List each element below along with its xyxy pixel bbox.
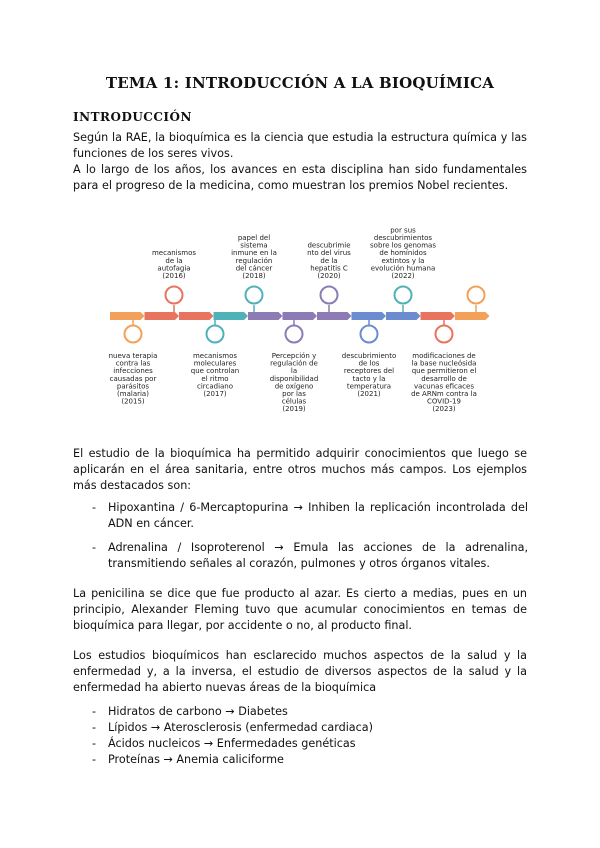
- event-label: del cáncer: [235, 264, 273, 273]
- event-label: (2022): [391, 272, 415, 280]
- event-label: inmune en la: [231, 249, 277, 258]
- event-label: la: [290, 367, 298, 376]
- list-item: - Hidratos de carbono → Diabetes: [92, 704, 512, 720]
- list-item: - Lípidos → Aterosclerosis (enfermedad cardiaca): [92, 720, 512, 736]
- intro-line-nobel: A lo largo de los años, los avances en esta disciplina han sido fundamentales para el progreso de la medicina, como muestran los premios Nobel recientes.: [73, 163, 527, 192]
- section-heading: INTRODUCCIÓN: [73, 110, 192, 124]
- event-marker: [395, 287, 412, 304]
- event-label: descubrimiento: [341, 352, 397, 360]
- event-label: de la: [320, 256, 338, 265]
- examples-list: [92, 500, 528, 580]
- event-label: (2021): [357, 390, 381, 398]
- event-label: la base nucleósida: [411, 359, 477, 368]
- event-label: extintos y la: [381, 256, 425, 265]
- event-marker: [321, 287, 338, 304]
- event-label: evolución humana: [370, 264, 436, 273]
- event-label: (2020): [317, 272, 341, 280]
- event-label: desarrollo de: [421, 374, 467, 383]
- event-label: por sus: [390, 226, 416, 235]
- health-paragraph: Los estudios bioquímicos han esclarecido muchos aspectos de la salud y la enfermedad y, a la inversa, el estudio de diversos aspectos de la salud y la enfermedad ha abierto nuevas áreas de la bioquímica: [73, 649, 527, 694]
- event-label: vacunas eficaces: [414, 382, 474, 391]
- event-label: (2019): [282, 405, 306, 414]
- event-label: disponibilidad: [269, 374, 319, 383]
- event-label: temperatura: [346, 382, 392, 391]
- list-item: - Ácidos nucleicos → Enfermedades genéticas: [92, 736, 512, 752]
- event-label: papel del: [237, 234, 271, 242]
- event-label: circadiano: [196, 382, 234, 391]
- applications-paragraph: El estudio de la bioquímica ha permitido adquirir conocimientos que luego se aplicarán en el área sanitaria, entre otros muchos más campos. Los ejemplos más destacados son:: [73, 447, 527, 492]
- timeline-segment: [214, 312, 249, 320]
- event-label: que permitieron el: [411, 367, 477, 376]
- list-item: - Adrenalina / Isoproterenol → Emula las acciones de la adrenalina, transmitiendo señales al corazón, pulmones y otros órganos vitales.: [92, 540, 528, 572]
- event-label: regulación de: [270, 359, 318, 368]
- event-marker: [436, 326, 453, 343]
- event-label: contra las: [115, 359, 151, 368]
- event-label: autofagia: [157, 264, 191, 273]
- nobel-timeline-figure: [104, 212, 502, 432]
- event-label: moleculares: [193, 359, 237, 368]
- event-marker: [361, 326, 378, 343]
- event-marker: [468, 287, 485, 304]
- event-label: (malaria): [117, 390, 149, 398]
- timeline-segment: [179, 312, 214, 320]
- event-label: (2015): [121, 397, 145, 406]
- event-label: hepatitis C: [310, 264, 348, 273]
- event-label: mecanismos: [151, 249, 197, 258]
- event-label: COVID-19: [427, 397, 461, 406]
- event-label: por las: [282, 390, 306, 398]
- event-label: de la: [165, 256, 183, 265]
- event-marker: [207, 326, 224, 343]
- list-item: - Proteínas → Anemia caliciforme: [92, 752, 512, 768]
- event-label: sobre los genomas: [370, 241, 436, 250]
- event-marker: [286, 326, 303, 343]
- timeline-segment: [386, 312, 421, 320]
- timeline-segment: [421, 312, 456, 320]
- event-label: el ritmo: [201, 374, 229, 383]
- event-label: (2023): [432, 405, 456, 414]
- event-label: de ARNm contra la: [411, 390, 477, 398]
- event-label: causadas por: [109, 374, 157, 383]
- event-label: infecciones: [113, 367, 153, 376]
- event-label: parásitos: [116, 382, 150, 391]
- event-label: de oxígeno: [274, 382, 314, 391]
- event-label: descubrimie: [307, 241, 351, 250]
- diseases-list: [92, 704, 512, 768]
- event-label: nto del virus: [307, 249, 351, 258]
- timeline-segment: [352, 312, 387, 320]
- document-title: TEMA 1: INTRODUCCIÓN A LA BIOQUÍMICA: [105, 74, 495, 92]
- list-item: - Hipoxantina / 6-Mercaptopurina → Inhiben la replicación incontrolada del ADN en cáncer.: [92, 500, 528, 532]
- event-label: nueva terapia: [108, 352, 158, 360]
- event-marker: [166, 287, 183, 304]
- event-label: regulación: [235, 256, 273, 265]
- event-marker: [125, 326, 142, 343]
- timeline-segment: [248, 312, 283, 320]
- event-label: sistema: [240, 241, 268, 250]
- event-label: (2016): [162, 272, 186, 280]
- event-label: tacto y la: [352, 374, 386, 383]
- event-label: células: [281, 397, 307, 406]
- event-label: receptores del: [343, 367, 395, 376]
- event-label: mecanismos: [192, 352, 238, 360]
- intro-paragraph: [73, 130, 527, 194]
- event-label: modificaciones de: [412, 352, 476, 360]
- event-marker: [246, 287, 263, 304]
- event-label: (2018): [242, 272, 266, 280]
- event-label: descubrimientos: [373, 234, 433, 242]
- timeline-segment: [110, 312, 145, 320]
- event-label: de los: [358, 359, 380, 368]
- intro-line-rae: Según la RAE, la bioquímica es la ciencia que estudia la estructura química y las funciones de los seres vivos.: [73, 131, 527, 160]
- event-label: de homínidos: [379, 249, 427, 258]
- timeline-segment: [283, 312, 318, 320]
- penicillin-paragraph: La penicilina se dice que fue producto al azar. Es cierto a medias, pues en un principio, Alexander Fleming tuvo que acumular conocimientos en temas de bioquímica para llegar, por accidente o no, al producto final.: [73, 587, 527, 632]
- event-label: Percepción y: [271, 352, 317, 360]
- event-label: (2017): [203, 390, 227, 398]
- event-label: que controlan: [190, 367, 240, 376]
- timeline-segment: [455, 312, 490, 320]
- timeline-segment: [145, 312, 180, 320]
- timeline-segment: [317, 312, 352, 320]
